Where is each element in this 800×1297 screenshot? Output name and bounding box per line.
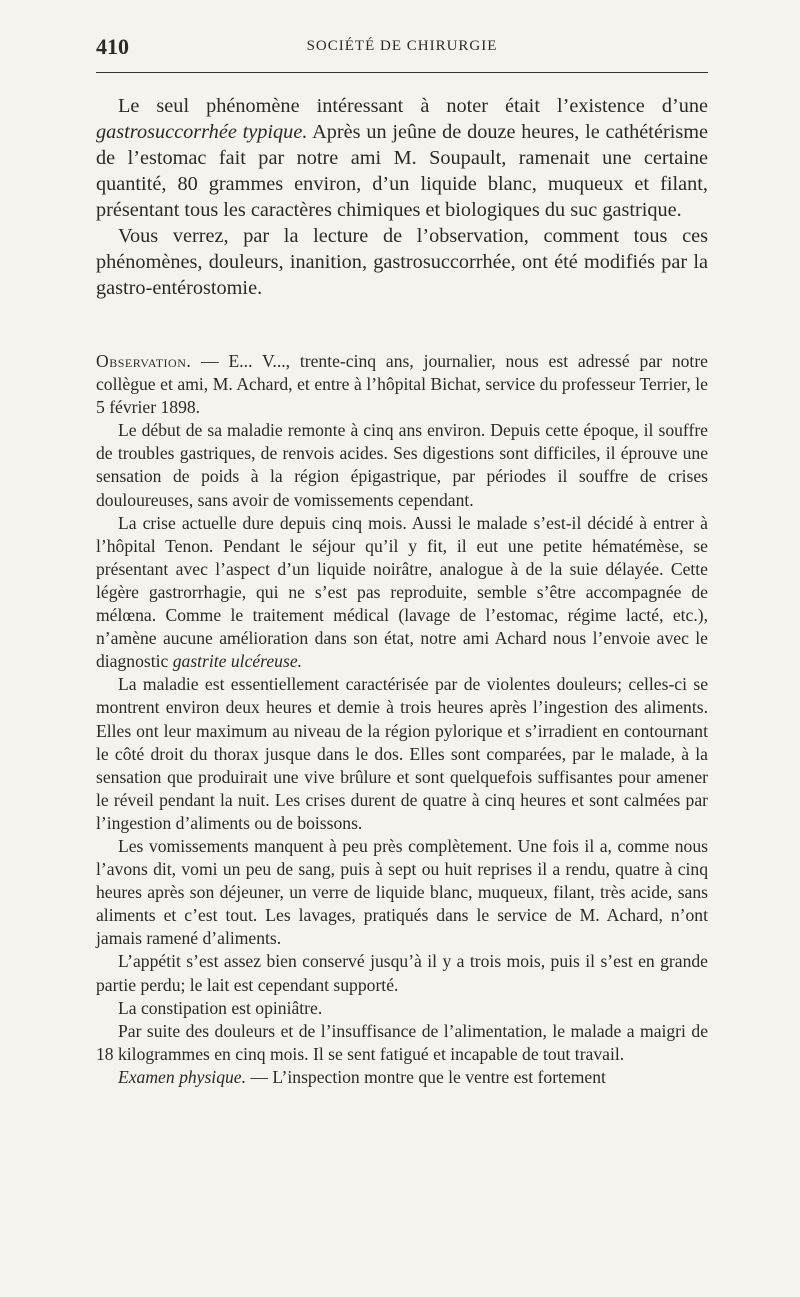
intro-text-run: Après un jeûne de douze heures, le cathétérisme de l’estomac fait par notre ami M. Soupault, ramenait une certaine quantité, 80 grammes environ, d’un liquide blanc, muqueux et filant, présentant tous les caractères chimiques et biologiques du suc gastrique. [96, 121, 709, 221]
diagnosis-italic: gastrite ulcéreuse. [172, 651, 303, 672]
observation-paragraph: Par suite des douleurs et de l’insuffisance de l’alimentation, le malade a maigri de 18 kilogrammes en cinq mois. Il se sent fatigué et incapable de tout travail. [96, 1020, 708, 1064]
observation-text-run: — E... V..., trente-cinq ans, journalier, nous est adressé par notre collègue et ami, M. Achard, et entre à l’hôpital Bichat, service du professeur Terrier, le 5 février 1898. [96, 351, 708, 418]
observation-text-run: La crise actuelle dure depuis cinq mois. Aussi le malade s’est-il décidé à entrer à l’hôpital Tenon. Pendant le séjour qu’il y fit, il eut une petite hématémèse, se présentant avec l’aspect d’un liquide noirâtre, analogue à de la suie délayée. Cette légère gastrorrhagie, qui ne s’est pas reproduite, semble s’être accompagnée de mélœna. Comme le traitement médical (lavage de l’estomac, régime lacté, etc.), n’amène aucune amélioration dans son état, notre ami Achard nous l’envoie avec le diagnostic [96, 512, 708, 672]
intro-paragraph [96, 93, 708, 223]
header-rule [96, 72, 708, 73]
observation-paragraph [96, 1066, 708, 1089]
page-header [96, 34, 708, 62]
intro-text [96, 93, 708, 301]
observation-paragraph [96, 512, 708, 674]
observation-paragraph: Les vomissements manquent à peu près complètement. Une fois il a, comme nous l’avons dit, vomi un peu de sang, puis à sept ou huit reprises il a rendu, quatre à cinq heures après son déjeuner, un verre de liquide blanc, muqueux, filant, très acide, sans aliments et c’est tout. Les lavages, pratiqués dans le service de M. Achard, n’ont jamais ramené d’aliments. [96, 835, 708, 949]
observation-section [96, 350, 708, 1089]
observation-paragraph: La maladie est essentiellement caractérisée par de violentes douleurs; celles-ci se montrent environ deux heures et demie à trois heures après l’ingestion des aliments. Elles ont leur maximum au niveau de la région pylorique et s’irradient en contournant le côté droit du thorax jusque dans le dos. Elles sont comparées, par le malade, à la sensation que produirait une vive brûlure et sont quelquefois suffisantes pour amener le réveil pendant la nuit. Les crises durent de quatre à cinq heures et sont calmées par l’ingestion d’aliments ou de boissons. [96, 674, 708, 833]
running-title: SOCIÉTÉ DE CHIRURGIE [306, 38, 498, 54]
observation-label: Observation. [96, 351, 192, 371]
observation-paragraph: La constipation est opiniâtre. [118, 997, 323, 1018]
page-number: 410 [96, 34, 129, 59]
observation-paragraph: L’appétit s’est assez bien conservé jusqu’à il y a trois mois, puis il s’est en grande partie perdu; le lait est cependant supporté. [96, 951, 708, 995]
observation-text-run: — L’inspection montre que le ventre est fortement [246, 1066, 606, 1087]
section-italic-heading: Examen physique. [118, 1066, 247, 1087]
intro-italic-term: gastrosuccorrhée typique. [96, 121, 308, 143]
observation-paragraph: Le début de sa maladie remonte à cinq ans environ. Depuis cette époque, il souffre de troubles gastriques, de renvois acides. Ses digestions sont difficiles, il éprouve une sensation de poids à la région épigastrique, par périodes il souffre de crises douloureuses, sans avoir de vomissements cependant. [96, 420, 708, 510]
intro-paragraph: Vous verrez, par la lecture de l’observation, comment tous ces phénomènes, douleurs, inanition, gastrosuccorrhée, ont été modifiés par la gastro-entérostomie. [96, 225, 708, 299]
observation-paragraph [96, 350, 708, 419]
intro-text-run: Le seul phénomène intéressant à noter était l’existence d’une [118, 95, 708, 117]
